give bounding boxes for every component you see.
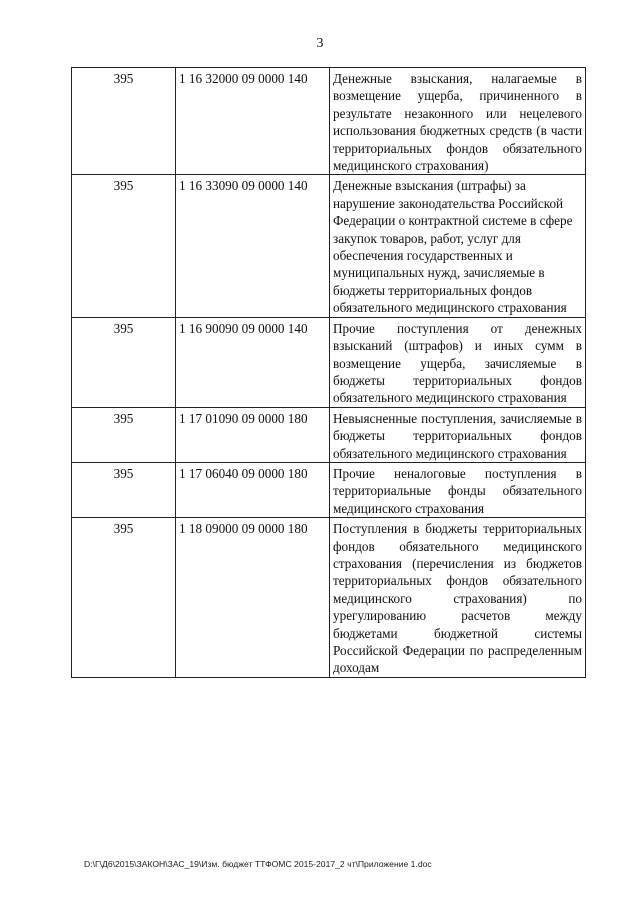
admin-code-cell: 395	[72, 407, 176, 462]
budget-code-cell: 1 16 32000 09 0000 140	[176, 68, 330, 175]
budget-code-cell: 1 17 06040 09 0000 180	[176, 462, 330, 517]
table-row	[72, 407, 586, 462]
table-row	[72, 68, 586, 175]
table-row	[72, 317, 586, 407]
budget-code-cell: 1 16 90090 09 0000 140	[176, 317, 330, 407]
budget-code-cell: 1 18 09000 09 0000 180	[176, 518, 330, 678]
description-cell: Невыясненные поступления, зачисляемые в бюджеты территориальных фондов обязательного медицинского страхования	[330, 407, 586, 462]
admin-code-cell: 395	[72, 175, 176, 317]
admin-code-cell: 395	[72, 317, 176, 407]
table-row	[72, 518, 586, 678]
budget-code-cell: 1 16 33090 09 0000 140	[176, 175, 330, 317]
budget-codes-table	[71, 67, 586, 678]
budget-code-cell: 1 17 01090 09 0000 180	[176, 407, 330, 462]
footer-file-path: D:\Г\Д6\2015\ЗАКОН\ЗАС_19\Изм. бюджет ТТФОМС 2015-2017_2 чт\Приложение 1.doc	[84, 859, 432, 869]
page-number: 3	[316, 36, 324, 51]
description-cell: Прочие поступления от денежных взысканий (штрафов) и иных сумм в возмещение ущерба, зачисляемые в бюджеты территориальных фондов обязательного медицинского страхования	[330, 317, 586, 407]
description-cell: Денежные взыскания, налагаемые в возмещение ущерба, причиненного в результате незаконного или нецелевого использования бюджетных средств (в части территориальных фондов обязательного медицинского страхования)	[330, 68, 586, 175]
description-cell: Поступления в бюджеты территориальных фондов обязательного медицинского страхования (перечисления из бюджетов территориальных фондов обязательного медицинского страхования) по урегулированию расчетов между бюджетами бюджетной системы Российской Федерации по распределенным доходам	[330, 518, 586, 678]
description-cell: Прочие неналоговые поступления в территориальные фонды обязательного медицинского страхования	[330, 462, 586, 517]
admin-code-cell: 395	[72, 518, 176, 678]
description-cell: Денежные взыскания (штрафы) за нарушение законодательства Российской Федерации о контрактной системе в сфере закупок товаров, работ, услуг для обеспечения государственных и муниципальных нужд, зачисляемые в бюджеты территориальных фондов обязательного медицинского страхования	[330, 175, 586, 317]
table-row	[72, 462, 586, 517]
table-row	[72, 175, 586, 317]
admin-code-cell: 395	[72, 462, 176, 517]
admin-code-cell: 395	[72, 68, 176, 175]
